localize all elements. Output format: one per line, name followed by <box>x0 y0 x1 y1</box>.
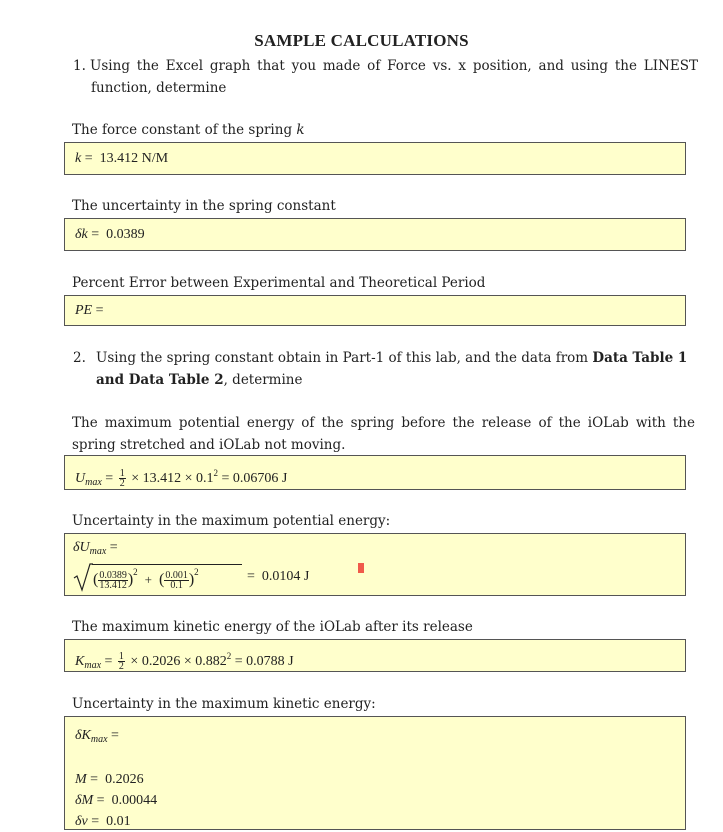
question-1-line-1 <box>73 55 698 77</box>
max-ke-label: The maximum kinetic energy of the iOLab after its release <box>72 619 473 635</box>
force-constant-value: 13.412 N/M <box>99 151 169 166</box>
square-root-sign <box>73 562 93 592</box>
question-2 <box>73 347 698 391</box>
question-1-line-2: function, determine <box>91 80 227 96</box>
percent-error-var: PE <box>75 303 93 318</box>
unc-pe-result: = 0.0104 J <box>247 569 310 584</box>
max-pe-result: = 0.06706 J <box>218 471 288 486</box>
unc-ke-row-1: δM = 0.00044 <box>75 793 158 808</box>
max-ke-answer-box[interactable]: $K_{max}$ = $\frac{1}{2}$ × $0.2026 \times 0.882^2 = 0.0788$ J <box>64 639 686 672</box>
max-pe-label: The maximum potential energy of the spring before the release of the iOLab with the spring stretched and iOLab not moving. <box>72 415 695 453</box>
unc-ke-label: Uncertainty in the maximum kinetic energy: <box>72 696 376 712</box>
percent-error-label: Percent Error between Experimental and Theoretical Period <box>72 275 486 291</box>
percent-error-answer-box[interactable]: PE = <box>64 295 686 326</box>
unc-ke-var: δK <box>75 728 91 743</box>
unc-pe-formula: ( $\frac{0.0389}{13.412}$ )$^2$ + ( $\frac{0.001}{0.1}$ )$^2$ = 0.0104 J <box>73 562 677 592</box>
force-constant-label: The force constant of the spring k <box>72 122 305 138</box>
uncertainty-k-value: 0.0389 <box>106 227 145 242</box>
question-1 <box>73 55 698 99</box>
unc-pe-var: δU <box>73 540 90 555</box>
unc-ke-answer-box[interactable]: $\delta K_{max}$ = M = 0.2026 δM = 0.00044 δv = 0.01 <box>64 716 686 830</box>
unc-pe-label: Uncertainty in the maximum potential energy: <box>72 513 391 529</box>
unc-ke-row-2: δv = 0.01 <box>75 814 131 829</box>
force-constant-answer-box[interactable]: k = 13.412 N/M <box>64 142 686 175</box>
uncertainty-k-answer-box[interactable]: δk = 0.0389 <box>64 218 686 251</box>
page-title: SAMPLE CALCULATIONS <box>254 31 469 50</box>
force-constant-var: k <box>75 151 82 166</box>
text-cursor <box>358 563 364 573</box>
unc-ke-row-0: M = 0.2026 <box>75 772 144 787</box>
question-2-line-1: 2. Using the spring constant obtain in Part-1 of this lab, and the data from Data Table 1 <box>73 347 698 369</box>
unc-pe-answer-box[interactable]: $\delta U_{max}$ = ( $\frac{0.0389}{13.412}$ )$^2$ + ( $\frac{0.001}{0.1}$ )$^2$ = 0.0104 J <box>64 533 686 596</box>
max-pe-var: U <box>75 471 86 486</box>
max-pe-answer-box[interactable]: $U_{max}$ = $\frac{1}{2}$ × $13.412 \times 0.1^2 = 0.06706$ J <box>64 455 686 490</box>
question-2-line-2: and Data Table 2, determine <box>96 372 303 388</box>
max-ke-var: K <box>75 654 85 669</box>
uncertainty-k-var: δk <box>75 227 88 242</box>
question-1-text-1: Using the Excel graph that you made of Force vs. x position, and using the LINEST <box>90 58 698 74</box>
one-half-fraction: $\frac{1}{2}$ <box>119 468 125 490</box>
question-2-number: 2. <box>73 350 86 366</box>
question-1-number: 1. <box>73 58 86 74</box>
uncertainty-k-label: The uncertainty in the spring constant <box>72 198 336 214</box>
max-ke-result: = 0.0788 J <box>231 654 294 669</box>
